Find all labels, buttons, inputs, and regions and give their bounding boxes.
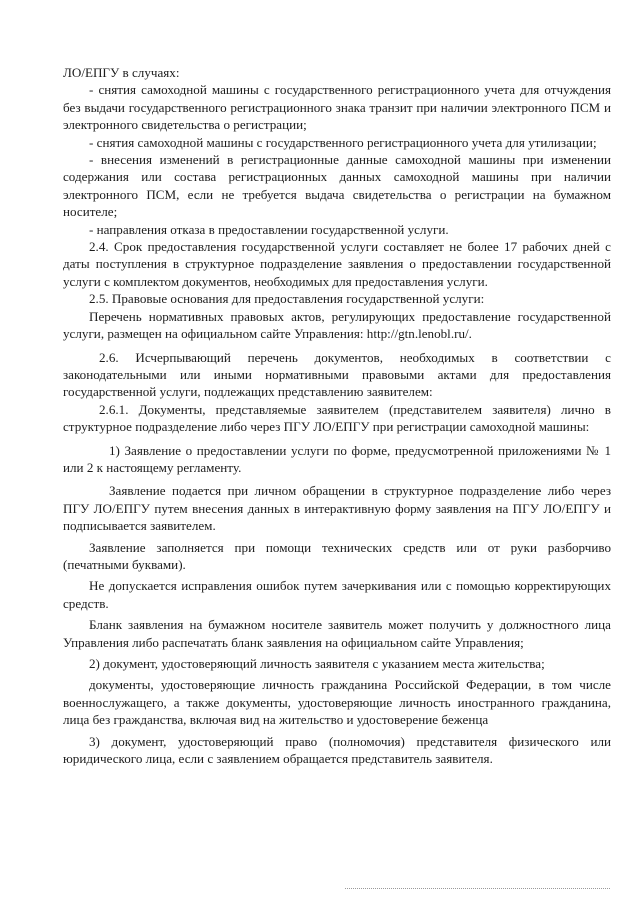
paragraph-2-4: 2.4. Срок предоставления государственной услуги составляет не более 17 рабочих дней с даты поступления в структурное подразделение заявления о предоставлении государственной услуги с комплектом документов, необходимых для предоставления услуги. xyxy=(63,239,611,289)
paragraph-item-3: 3) документ, удостоверяющий право (полномочия) представителя физического или юридического лица, если с заявлением обращается представитель заявителя. xyxy=(63,733,611,767)
list-item: - снятия самоходной машины с государственного регистрационного учета для отчуждения без выдачи государственного регистрационного знака транзит при наличии электронного ПСМ и электронного свидетельства о регистрации; xyxy=(63,82,611,133)
paragraph-2-6: 2.6. Исчерпывающий перечень документов, необходимых в соответствии с законодательными или иными нормативными правовыми актами для предоставления государственной услуги, подлежащих представлению заявителем: xyxy=(63,349,611,400)
list-item: - направления отказа в предоставлении государственной услуги. xyxy=(89,221,449,237)
paragraph: документы, удостоверяющие личность гражданина Российской Федерации, в том числе военнослужащего, а также документы, удостоверяющие личность иностранного гражданина, лица без гражданства, включая вид на жительство и удостоверение беженца xyxy=(63,677,611,728)
paragraph: Бланк заявления на бумажном носителе заявитель может получить у должностного лица Управления либо распечатать бланк заявления на официальном сайте Управления; xyxy=(63,617,611,650)
paragraph: Не допускается исправления ошибок путем зачеркивания или с помощью корректирующих средств. xyxy=(63,578,611,611)
list-item: - внесения изменений в регистрационные данные самоходной машины при изменении содержания или состава регистрационных данных самоходной машины при наличии электронного ПСМ, если не требуется выдача свидетельства о регистрации на бумажном носителе; xyxy=(63,152,611,220)
paragraph-item-2: 2) документ, удостоверяющий личность заявителя с указанием места жительства; xyxy=(89,656,545,671)
document-body xyxy=(63,64,611,767)
paragraph: ЛО/ЕПГУ в случаях: xyxy=(63,65,180,80)
paragraph-2-5: 2.5. Правовые основания для предоставления государственной услуги: xyxy=(89,291,485,307)
list-item: - снятия самоходной машины с государственного регистрационного учета для утилизации; xyxy=(89,134,597,150)
paragraph: Заявление заполняется при помощи технических средств или от руки разборчиво (печатными буквами). xyxy=(63,539,611,572)
paragraph-item-1: 1) Заявление о предоставлении услуги по форме, предусмотренной приложениями № 1 или 2 к настоящему регламенту. xyxy=(63,442,611,475)
paragraph: Заявление подается при личном обращении в структурное подразделение либо через ПГУ ЛО/ЕПГУ путем внесения данных в интерактивную форму заявления на ПГУ ЛО/ЕПГУ и подписывается заявителем. xyxy=(63,483,611,534)
paragraph-2-6-1: 2.6.1. Документы, представляемые заявителем (представителем заявителя) лично в структурное подразделение либо через ПГУ ЛО/ЕПГУ при регистрации самоходной машины: xyxy=(63,401,611,435)
footer-divider xyxy=(345,888,610,889)
paragraph: Перечень нормативных правовых актов, регулирующих предоставление государственной услуги, размещен на официальном сайте Управления: http://gtn.lenobl.ru/. xyxy=(63,308,611,342)
